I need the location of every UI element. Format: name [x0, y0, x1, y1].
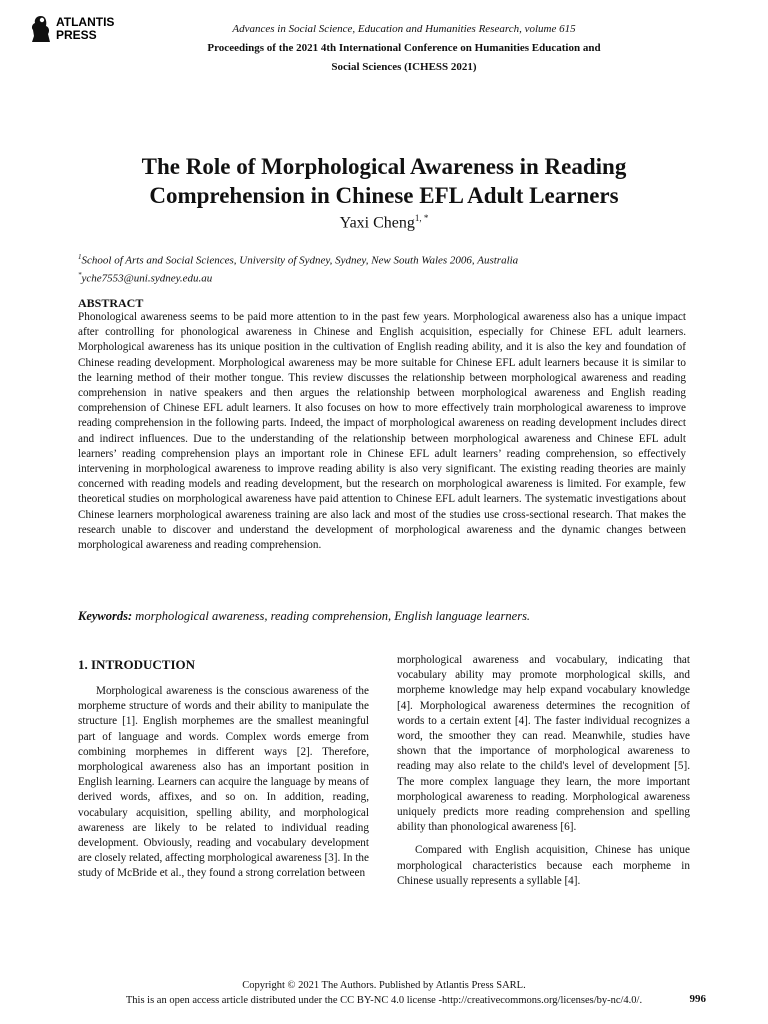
proceedings-line-1: Proceedings of the 2021 4th International Conference on Humanities Education and — [207, 42, 601, 54]
title-line-2: Comprehension in Chinese EFL Adult Learners — [149, 183, 619, 208]
affiliation: School of Arts and Social Sciences, University of Sydney, Sydney, New South Wales 2006, Australia — [81, 254, 519, 267]
affiliation-superscript: 1 — [78, 253, 82, 261]
logo-line-1: ATLANTIS — [56, 15, 115, 29]
copyright-notice: Copyright © 2021 The Authors. Published by Atlantis Press SARL. — [242, 980, 526, 991]
author-email[interactable]: yche7553@uni.sydney.edu.au — [81, 272, 213, 285]
logo-line-2: PRESS — [56, 28, 97, 42]
paper-title — [60, 152, 708, 210]
affiliation-block — [78, 250, 518, 285]
license-notice: This is an open access article distributed under the CC BY-NC 4.0 license -http://creativecommons.org/licenses/by-nc/4.0/. — [125, 995, 643, 1006]
keywords-line — [78, 609, 686, 624]
left-column — [78, 684, 369, 890]
author-name: Yaxi Cheng — [339, 214, 415, 232]
running-header — [0, 20, 768, 77]
keywords-label: Keywords: — [78, 609, 133, 623]
abstract-text: Phonological awareness seems to be paid more attention to in the past few years. Morphological awareness also has a unique impact after controlling for phonological awareness in Chinese and English acquisition, especially for Chinese EFL adult learners. Morphological awareness has its unique position in the cultivation of English reading ability, and it is also the key and foundation of Chinese reading development. Morphological awareness may be more suitable for Chinese EFL adult learners because it is similar to the learning method of their mother tongue. This review discusses the relationship between morphological awareness and reading comprehension in native speakers and then argues the relationship between morphological awareness and English reading comprehension of Chinese EFL adult learners. It also focuses on how to more effectively train morphological awareness to improve reading comprehension in the following parts. Indeed, the impact of morphological awareness on reading development includes direct and indirect influences. Due to the understanding of the relationship between morphological awareness and Chinese EFL adult learners’ reading comprehension plays an important role in Chinese EFL adult learners’ reading comprehension, so effectively intervening in morphological awareness to improve reading ability is also very significant. The existing reading theories are mainly concerned with reading models and reading development, but the research on morphological awareness is limited. For example, few theoretical studies on morphological awareness have paid attention to Chinese EFL adult learners. The systematic investigations about Chinese learners morphological awareness training are also lack and most of the studies use cross-sectional research. That makes the research unable to discover and understand the development of morphological awareness and the dynamic changes between morphological awareness and reading comprehension. — [78, 311, 686, 552]
title-line-1: The Role of Morphological Awareness in Reading — [141, 154, 627, 179]
section-heading-introduction: 1. INTRODUCTION — [78, 657, 196, 672]
keywords-text: morphological awareness, reading comprehension, English language learners. — [132, 609, 531, 623]
abstract-heading: ABSTRACT — [78, 296, 144, 310]
email-line — [78, 268, 518, 286]
proceedings-line-2: Social Sciences (ICHESS 2021) — [331, 61, 477, 73]
intro-paragraph-continued: morphological awareness and vocabulary, indicating that vocabulary ability may promote morphological skills, and morpheme knowledge may help expand vocabulary knowledge [4]. Morphological awareness determines the recognition of words to a certain extent [4]. The faster individual recognizes a word, the smoother they can read. Meanwhile, studies have shown that the importance of morphological awareness to reading may also relate to the child's level of development [5]. The more complex language they learn, the more important morphological awareness to reading. Morphological awareness uniquely predicts more reading comprehension and spelling ability than phonological awareness [6]. — [397, 654, 690, 834]
page-footer — [0, 978, 768, 1008]
intro-paragraph-2: Compared with English acquisition, Chinese has unique morphological characteristics because each morpheme in Chinese usually represents a syllable [4]. — [397, 844, 690, 887]
intro-paragraph-1: Morphological awareness is the conscious awareness of the morpheme structure of words and their ability to manipulate the structure [1]. English morphemes are the smallest meaningful part of language and words. Complex words emerge from combining morphemes in different ways [2]. Therefore, morphological awareness also has an important position in English learning. Learners can acquire the language by means of derived words, affixes, and so on. In addition, reading, vocabulary acquisition, spelling ability, and morphological awareness are likely to be related to individual reading development. Obviously, reading and vocabulary development are closely related, affecting morphological awareness [3]. In the study of McBride et al., they found a strong correlation between — [78, 685, 369, 880]
page-number: 996 — [689, 993, 706, 1005]
author-line — [0, 213, 768, 232]
email-superscript: * — [78, 270, 82, 279]
series-title: Advances in Social Science, Education and Humanities Research, volume 615 — [232, 23, 576, 35]
affiliation-line — [78, 250, 518, 268]
author-superscript: 1, * — [414, 213, 429, 223]
right-column — [397, 653, 690, 897]
